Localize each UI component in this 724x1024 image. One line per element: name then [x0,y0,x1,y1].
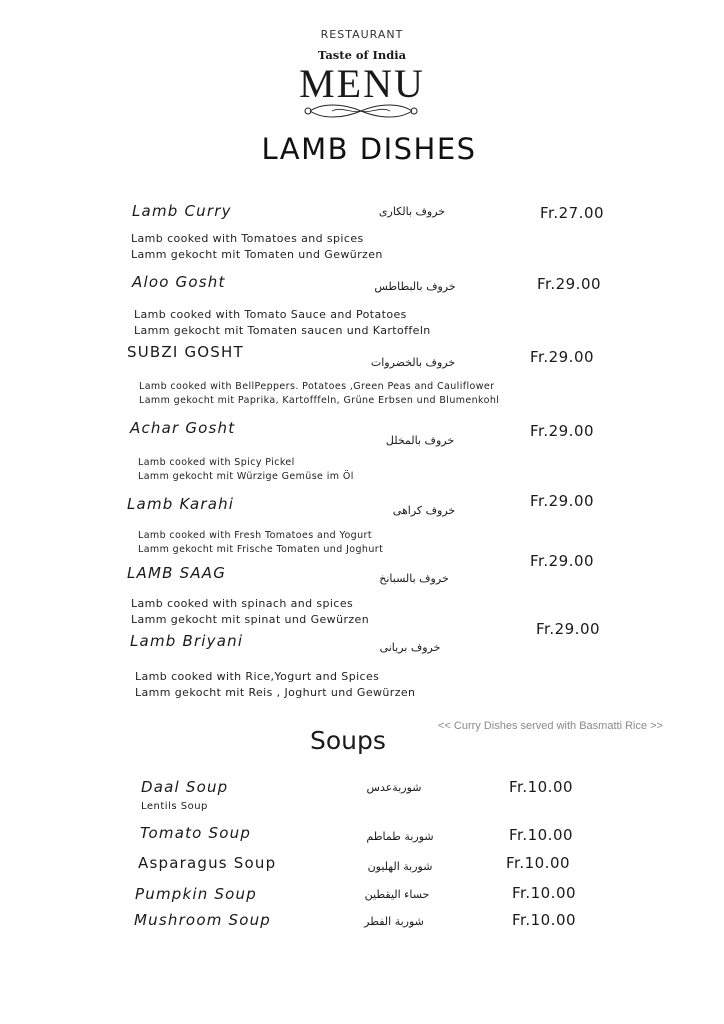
soup-price: Fr.10.00 [506,854,571,872]
dish-name: Lamb Karahi [127,495,235,513]
dish-price: Fr.29.00 [530,552,595,570]
soup-name: Asparagus Soup [138,854,277,872]
description-english: Lamb cooked with Rice,Yogurt and Spices [135,670,380,683]
dish-name-arabic: خروف بالمخلل [385,434,455,447]
section-title-soups: Soups [310,726,386,755]
description-english: Lamb cooked with BellPeppers. Potatoes ,Green Peas and Cauliflower [139,381,495,392]
dish-price: Fr.29.00 [536,620,601,638]
dish-price: Fr.29.00 [537,275,602,293]
soup-price: Fr.10.00 [512,884,577,902]
description-english: Lamb cooked with Tomato Sauce and Potatoes [134,308,407,321]
rice-note: << Curry Dishes served with Basmatti Rice >> [438,720,663,732]
soup-name: Daal Soup [141,778,229,796]
description-german: Lamm gekocht mit Paprika, Kartofffeln, Grüne Erbsen und Blumenkohl [139,395,500,406]
description-german: Lamm gekocht mit spinat und Gewürzen [131,613,370,626]
description-english: Lamb cooked with Tomatoes and spices [131,232,364,245]
dish-name-arabic: خروف بالبطاطس [374,280,456,293]
soup-price: Fr.10.00 [509,778,574,796]
flourish-ornament-icon [302,102,420,120]
dish-price: Fr.29.00 [530,492,595,510]
soup-name: Pumpkin Soup [135,885,257,903]
soup-name-arabic: شوربةعدس [366,781,422,794]
dish-name: LAMB SAAG [127,564,227,582]
dish-description [131,231,383,263]
menu-title: MENU [299,61,425,106]
dish-description [134,307,431,339]
dish-name: Aloo Gosht [132,273,226,291]
soup-subtitle: Lentils Soup [141,801,208,812]
restaurant-label: RESTAURANT [320,28,404,41]
dish-description [138,529,383,557]
description-german: Lamm gekocht mit Tomaten und Gewürzen [131,248,383,261]
dish-description [135,669,415,701]
section-title-lamb: LAMB DISHES [261,132,477,166]
dish-description [139,380,499,408]
description-german: Lamm gekocht mit Frische Tomaten und Joghurt [138,544,384,555]
description-english: Lamb cooked with Spicy Pickel [138,457,295,468]
dish-name: Lamb Curry [132,202,232,220]
soup-name: Mushroom Soup [134,911,271,929]
dish-name-arabic: خروف بالسبانخ [379,572,449,585]
description-german: Lamm gekocht mit Tomaten saucen und Kartoffeln [134,324,431,337]
soup-price: Fr.10.00 [509,826,574,844]
dish-description [131,596,369,628]
dish-name-arabic: خروف كراهى [392,504,456,517]
dish-name-arabic: خروف بالكارى [378,205,446,218]
soup-name-arabic: شوربة الهليون [367,860,433,873]
dish-price: Fr.29.00 [530,348,595,366]
dish-price: Fr.27.00 [540,204,605,222]
dish-description [138,456,354,484]
soup-name-arabic: شوربة طماطم [366,830,434,843]
dish-price: Fr.29.00 [530,422,595,440]
description-german: Lamm gekocht mit Würzige Gemüse im Öl [138,471,354,482]
dish-name: Lamb Briyani [130,632,244,650]
soup-price: Fr.10.00 [512,911,577,929]
dish-name: SUBZI GOSHT [127,343,244,361]
dish-name-arabic: خروف بريانى [379,641,441,654]
description-german: Lamm gekocht mit Reis , Joghurt und Gewürzen [135,686,416,699]
description-english: Lamb cooked with spinach and spices [131,597,354,610]
restaurant-name: Taste of India [317,48,407,62]
dish-name: Achar Gosht [130,419,236,437]
soup-name-arabic: شوربة الفطر [364,915,424,928]
soup-name: Tomato Soup [140,824,252,842]
description-english: Lamb cooked with Fresh Tomatoes and Yogurt [138,530,372,541]
soup-name-arabic: حساء اليقطين [364,888,430,901]
dish-name-arabic: خروف بالخضروات [370,356,456,369]
